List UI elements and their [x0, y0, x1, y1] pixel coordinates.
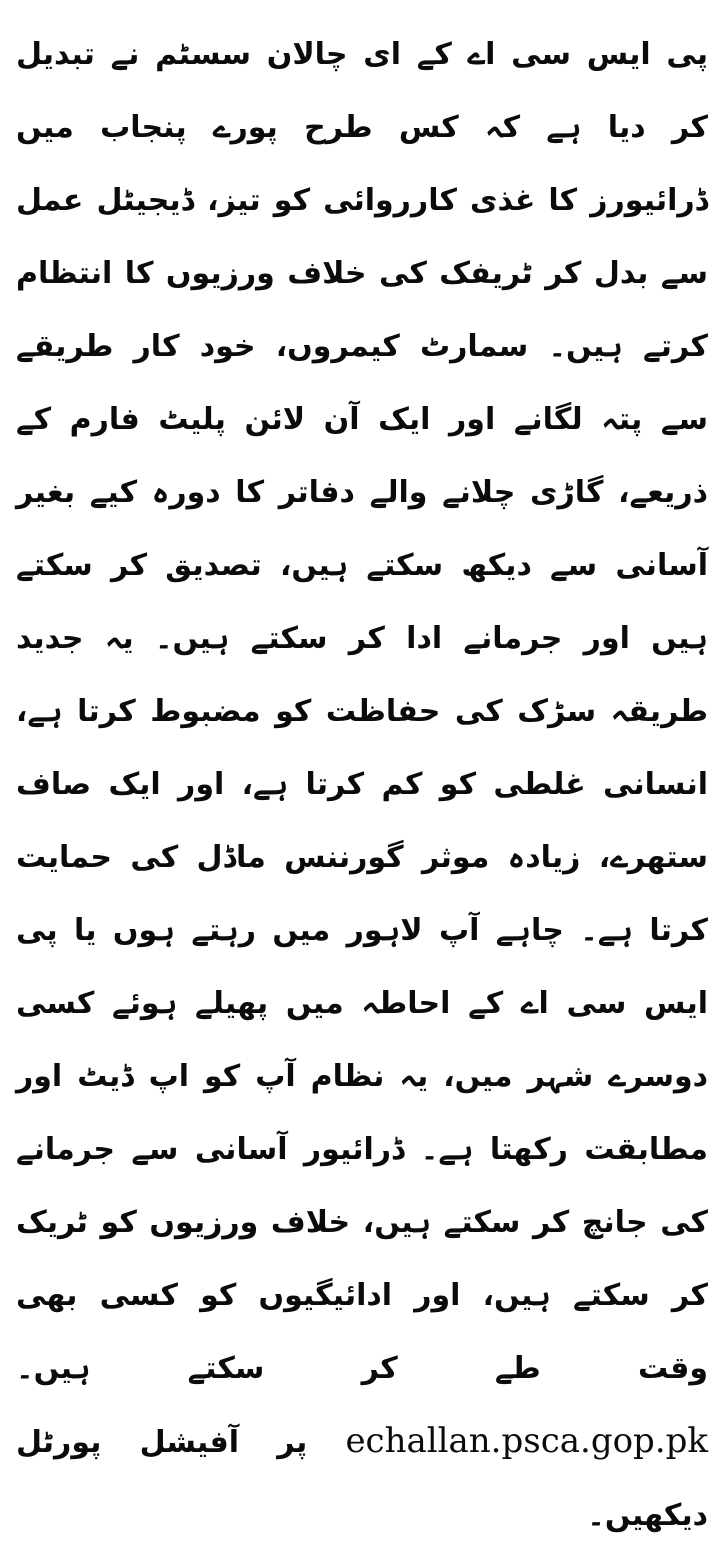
closing-line-text: پر آفیشل پورٹل دیکھیں۔ [16, 1425, 708, 1533]
portal-url[interactable]: echallan.psca.gop.pk [345, 1421, 708, 1461]
article-paragraph: پی ایس سی اے کے ای چالان سسٹم نے تبدیل کر دیا ہے کہ کس طرح پورے پنجاب میں ڈرائیورز کا غذی کارروائی کو تیز، ڈیجیٹل عمل سے بدل کر ٹریفک کی خلاف ورزیوں کا انتظام کرتے ہیں۔ سمارٹ کیمروں، خود کار طریقے سے پتہ لگانے اور ایک آن لائن پلیٹ فارم کے ذریعے، گاڑی چلانے والے دفاتر کا دورہ کیے بغیر آسانی سے دیکھ سکتے ہیں، تصدیق کر سکتے ہیں اور جرمانے ادا کر سکتے ہیں۔ یہ جدید طریقہ سڑک کی حفاظت کو مضبوط کرتا ہے، انسانی غلطی کو کم کرتا ہے، اور ایک صاف ستھرے، زیادہ موثر گورننس ماڈل کی حمایت کرتا ہے۔ چاہے آپ لاہور میں رہتے ہوں یا پی ایس سی اے کے احاطہ میں پھیلے ہوئے کسی دوسرے شہر میں، یہ نظام آپ کو اپ ڈیٹ اور مطابقت رکھتا ہے۔ ڈرائیور آسانی سے جرمانے کی جانچ کر سکتے ہیں، خلاف ورزیوں کو ٹریک کر سکتے ہیں، اور ادائیگیوں کو کسی بھی وقت طے کر سکتے ہیں۔ [16, 37, 708, 1386]
closing-line [16, 1405, 708, 1552]
